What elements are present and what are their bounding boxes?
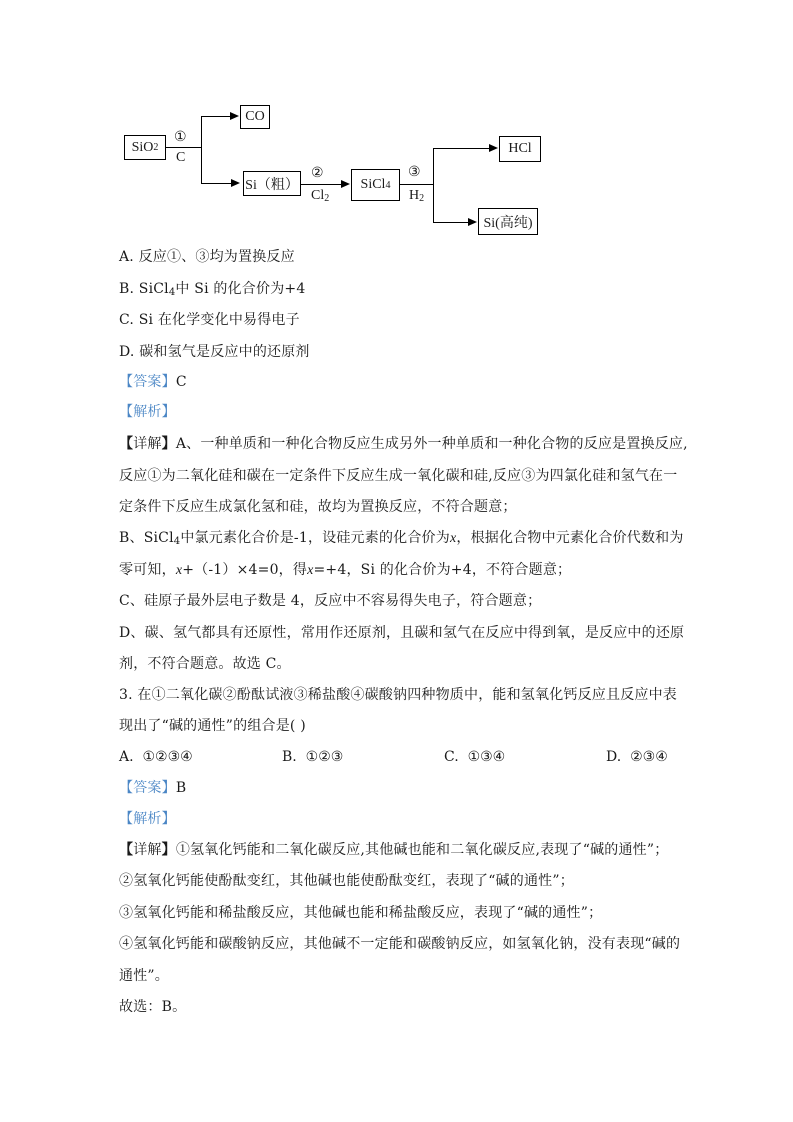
q2-detail-d-line1: D、碳、氢气都具有还原性，常用作还原剂，且碳和氢气在反应中得到氧，是反应中的还原 — [119, 625, 685, 641]
arrow-right-icon — [468, 218, 477, 226]
q2-option-b — [119, 280, 305, 302]
q2-detail-line — [119, 435, 688, 453]
detail-text: 零可知， — [119, 562, 176, 578]
option-label: B. — [282, 749, 297, 765]
connector-line — [201, 183, 232, 184]
box-si-crude-label: Si（粗） — [245, 177, 299, 193]
q2-option-b-suffix: 中 Si 的化合价为+4 — [175, 281, 306, 297]
connector-line — [400, 184, 433, 185]
box-sio2-subscript: 2 — [153, 142, 159, 153]
option-value: ②③④ — [630, 749, 668, 765]
analysis-tag: 【解析】 — [119, 404, 176, 420]
option-value: ①②③④ — [142, 749, 193, 765]
q2-detail-line: 定条件下反应生成氯化氢和硅，故均为置换反应，不符合题意； — [119, 499, 517, 515]
option-value: ①③④ — [467, 749, 506, 765]
step1-reagent: C — [176, 150, 186, 165]
box-sicl4-subscript: 4 — [385, 179, 391, 191]
q2-option-b-subscript: 4 — [168, 287, 176, 298]
q2-detail-b-line1 — [119, 529, 684, 551]
connector-line — [433, 148, 490, 149]
box-co — [240, 105, 270, 129]
arrow-right-icon — [489, 144, 498, 152]
q3-conclusion: 故选：B。 — [119, 999, 187, 1015]
detail-text: B、SiCl — [119, 530, 174, 546]
detail-text: A、一种单质和一种化合物反应生成另外一种单质和一种化合物的反应是置换反应, — [175, 436, 688, 452]
detail-tag-close: 】 — [161, 842, 176, 858]
answer-tag: 【答案】 — [119, 374, 176, 390]
q3-detail-line: ④氢氧化钙能和碳酸钠反应，其他碱不一定能和碳酸钠反应，如氢氧化钠，没有表现“碱的 — [119, 936, 681, 952]
box-sicl4-label: SiCl — [360, 177, 386, 192]
box-si-pure-label: Si(高纯) — [483, 215, 533, 231]
q3-stem-line2: 现出了“碱的通性”的组合是( ) — [119, 718, 306, 734]
step3-reagent — [409, 189, 424, 206]
detail-text: +（-1）×4=0，得 — [182, 562, 308, 578]
step2-reagent — [311, 189, 329, 206]
step2-number: ② — [311, 166, 324, 181]
variable-x: x — [175, 563, 183, 578]
q3-detail-line: ③氢氧化钙能和稀盐酸反应，其他碱也能和稀盐酸反应，表现了“碱的通性”； — [119, 905, 603, 921]
box-hcl — [499, 136, 541, 162]
q3-detail-line: ②氢氧化钙能使酚酞变红，其他碱也能使酚酞变红，表现了“碱的通性”； — [119, 873, 574, 889]
q2-detail-line: 反应①为二氧化硅和碳在一定条件下反应生成一氧化碳和硅,反应③为四氯化硅和氢气在一 — [119, 468, 678, 484]
answer-value: B — [175, 780, 187, 796]
detail-text: 中氯元素化合价是-1，设硅元素的化合价为 — [180, 530, 450, 546]
connector-line — [166, 147, 201, 148]
arrow-right-icon — [341, 180, 350, 188]
arrow-right-icon — [230, 112, 239, 120]
q3-stem-line1: 3. 在①二氧化碳②酚酞试液③稀盐酸④碳酸钠四种物质中，能和氢氧化钙反应且反应中表 — [119, 687, 678, 703]
option-value: ①②③ — [305, 749, 344, 765]
q2-detail-b-line2 — [119, 561, 571, 580]
subscript: 4 — [173, 536, 181, 547]
connector-line — [201, 116, 202, 183]
connector-line — [433, 148, 434, 223]
q2-option-b-prefix: B. SiCl — [119, 281, 169, 297]
box-hcl-label: HCl — [508, 141, 532, 156]
step2-reagent-subscript: 2 — [324, 193, 330, 204]
detail-tag: 详解 — [133, 842, 162, 858]
q3-analysis-heading — [119, 810, 176, 828]
q2-detail-d-line2: 剂，不符合题意。故选 C。 — [119, 656, 291, 672]
detail-tag: 详解 — [133, 436, 162, 452]
q2-analysis-heading — [119, 403, 176, 421]
step3-reagent-subscript: 2 — [419, 193, 425, 204]
option-label: A. — [119, 749, 134, 765]
q3-option-a — [119, 748, 193, 766]
q2-option-c: C. Si 在化学变化中易得电子 — [119, 312, 300, 328]
detail-text: ，根据化合物中元素化合价代数和为 — [456, 530, 684, 546]
connector-line — [301, 184, 341, 185]
step3-number: ③ — [408, 165, 421, 180]
q3-detail-line: 通性”。 — [119, 968, 169, 984]
silicon-production-flow-diagram — [0, 0, 793, 250]
detail-text: ①氢氧化钙能和二氧化碳反应,其他碱也能和二氧化碳反应,表现了“碱的通性”； — [175, 842, 669, 858]
option-label: C. — [444, 749, 459, 765]
q2-option-a: A. 反应①、③均为置换反应 — [119, 249, 295, 265]
option-label: D. — [606, 749, 622, 765]
box-co-label: CO — [245, 109, 265, 124]
detail-tag-open: 【 — [119, 842, 134, 858]
box-sio2-label: SiO — [131, 139, 154, 155]
variable-x: x — [449, 531, 457, 546]
q2-detail-c: C、硅原子最外层电子数是 4，反应中不容易得失电子，符合题意； — [119, 593, 542, 609]
answer-tag: 【答案】 — [119, 780, 176, 796]
q2-answer — [119, 373, 187, 391]
detail-text: =+4，Si 的化合价为+4，不符合题意； — [313, 562, 572, 578]
q2-option-d: D. 碳和氢气是反应中的还原剂 — [119, 344, 310, 360]
q3-option-c — [444, 748, 505, 766]
variable-x: x — [307, 563, 314, 578]
box-si-crude — [243, 171, 301, 196]
step3-reagent-label: H — [409, 188, 420, 203]
step1-number: ① — [174, 130, 187, 145]
box-si-pure — [478, 208, 538, 235]
q3-option-d — [606, 748, 668, 766]
step2-reagent-label: Cl — [311, 188, 325, 203]
connector-line — [433, 222, 469, 223]
detail-tag-open: 【 — [119, 436, 134, 452]
q3-option-b — [282, 748, 343, 766]
box-sicl4 — [351, 169, 400, 201]
analysis-tag: 【解析】 — [119, 811, 176, 827]
box-sio2 — [124, 135, 166, 160]
detail-tag-close: 】 — [161, 436, 176, 452]
arrow-right-icon — [231, 179, 240, 187]
q3-answer — [119, 779, 186, 797]
q3-detail-line — [119, 841, 668, 859]
answer-value: C — [175, 374, 187, 390]
connector-line — [201, 116, 231, 117]
